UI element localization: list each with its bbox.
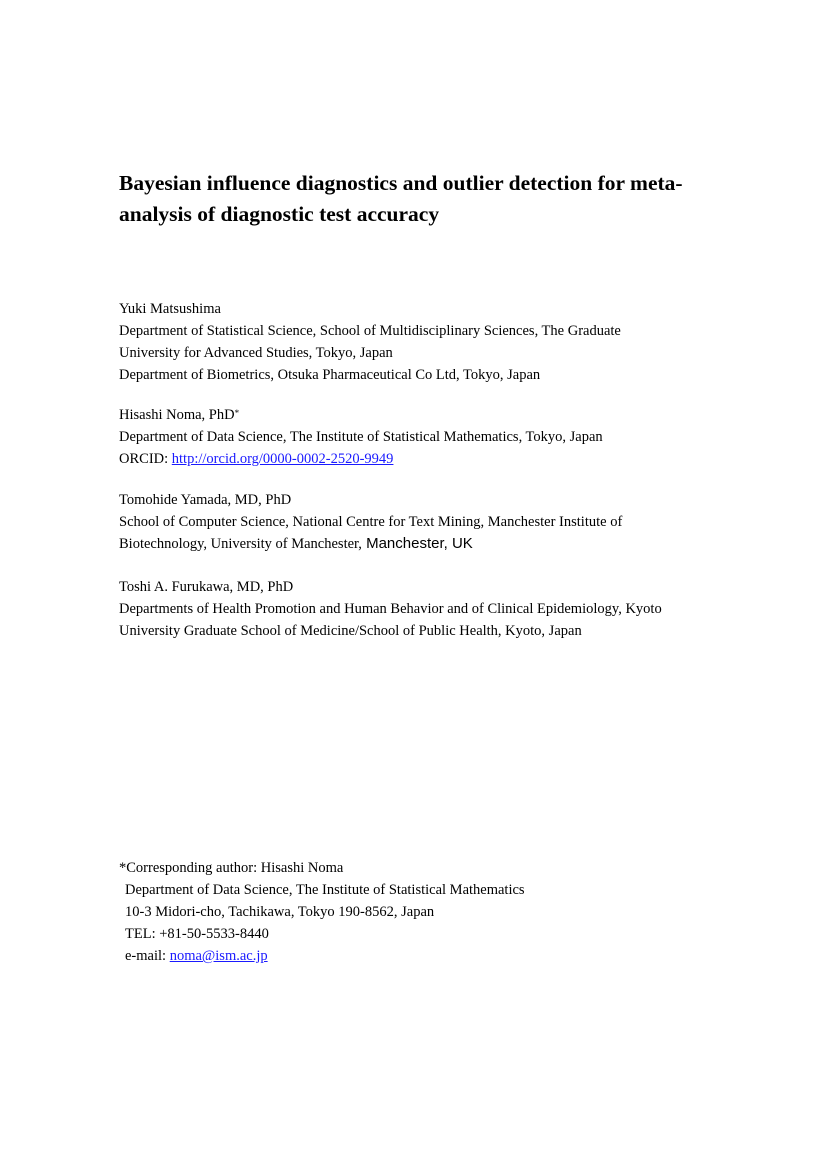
author-block-4	[119, 576, 662, 642]
email-link[interactable]: noma@ism.ac.jp	[169, 948, 268, 964]
author-affiliation-tail: Manchester, UK	[361, 535, 473, 552]
correspondence-heading: *Corresponding author: Hisashi Noma	[119, 860, 344, 876]
paper-title-line-1: Bayesian influence diagnostics and outlier detection for meta-	[119, 171, 683, 195]
correspondence-line: 10-3 Midori-cho, Tachikawa, Tokyo 190-8562, Japan	[125, 904, 435, 920]
correspondence-line: TEL: +81-50-5533-8440	[125, 926, 269, 942]
corresponding-marker: *	[234, 408, 240, 418]
orcid-link[interactable]: http://orcid.org/0000-0002-2520-9949	[171, 451, 394, 467]
orcid-line	[119, 448, 603, 470]
author-affiliation: Department of Data Science, The Institute of Statistical Mathematics, Tokyo, Japan	[119, 429, 603, 445]
author-block-2	[119, 404, 603, 470]
author-affiliation: University Graduate School of Medicine/School of Public Health, Kyoto, Japan	[119, 623, 582, 639]
author-affiliation: University for Advanced Studies, Tokyo, Japan	[119, 345, 393, 361]
paper-title-line-2: analysis of diagnostic test accuracy	[119, 202, 440, 226]
author-name: Tomohide Yamada, MD, PhD	[119, 492, 292, 508]
email-label: e-mail:	[125, 948, 170, 964]
author-name-line	[119, 404, 603, 426]
author-block-1	[119, 298, 621, 386]
author-affiliation: Departments of Health Promotion and Human Behavior and of Clinical Epidemiology, Kyoto	[119, 601, 662, 617]
author-affiliation: School of Computer Science, National Centre for Text Mining, Manchester Institute of	[119, 514, 623, 530]
author-name: Yuki Matsushima	[119, 301, 221, 317]
paper-title	[119, 168, 719, 230]
correspondence-line: Department of Data Science, The Institute of Statistical Mathematics	[125, 882, 525, 898]
author-affiliation: Biotechnology, University of Manchester,	[119, 536, 362, 552]
author-block-3	[119, 489, 622, 555]
correspondence-block	[119, 857, 525, 967]
author-affiliation: Department of Biometrics, Otsuka Pharmaceutical Co Ltd, Tokyo, Japan	[119, 367, 541, 383]
author-affiliation-line	[119, 533, 622, 555]
orcid-label: ORCID:	[119, 451, 172, 467]
email-line	[119, 945, 525, 967]
author-name: Hisashi Noma, PhD	[119, 407, 235, 423]
author-affiliation: Department of Statistical Science, School of Multidisciplinary Sciences, The Graduate	[119, 323, 621, 339]
author-name: Toshi A. Furukawa, MD, PhD	[119, 579, 294, 595]
